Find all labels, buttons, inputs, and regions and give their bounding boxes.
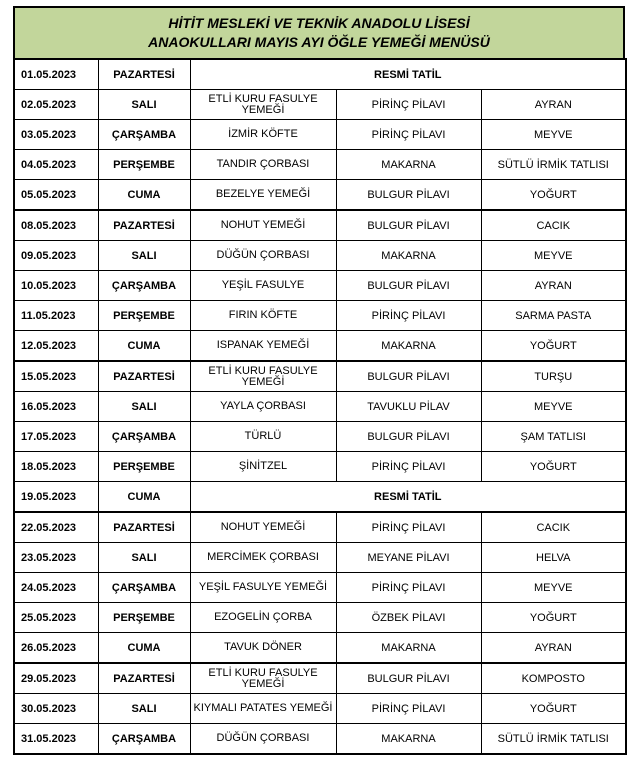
main-dish-cell: ŞİNİTZEL [190, 452, 336, 482]
menu-document [13, 6, 625, 755]
menu-table [13, 58, 627, 755]
table-row [14, 724, 626, 755]
side-dish-cell: BULGUR PİLAVI [336, 663, 481, 694]
day-cell: ÇARŞAMBA [98, 271, 190, 301]
table-row [14, 120, 626, 150]
side-dish-cell: BULGUR PİLAVI [336, 210, 481, 241]
day-cell: PAZARTESİ [98, 59, 190, 90]
main-dish-cell: BEZELYE YEMEĞİ [190, 180, 336, 211]
day-cell: SALI [98, 392, 190, 422]
dessert-drink-cell: SÜTLÜ İRMİK TATLISI [481, 150, 626, 180]
table-row [14, 663, 626, 694]
date-cell: 03.05.2023 [14, 120, 98, 150]
holiday-cell: RESMİ TATİL [190, 482, 626, 513]
side-dish-cell: PİRİNÇ PİLAVI [336, 512, 481, 543]
day-cell: CUMA [98, 331, 190, 362]
dessert-drink-cell: HELVA [481, 543, 626, 573]
side-dish-cell: ÖZBEK PİLAVI [336, 603, 481, 633]
day-cell: ÇARŞAMBA [98, 724, 190, 755]
table-row [14, 573, 626, 603]
date-cell: 22.05.2023 [14, 512, 98, 543]
date-cell: 18.05.2023 [14, 452, 98, 482]
main-dish-cell: TANDIR ÇORBASI [190, 150, 336, 180]
dessert-drink-cell: CACIK [481, 210, 626, 241]
dessert-drink-cell: YOĞURT [481, 603, 626, 633]
dessert-drink-cell: KOMPOSTO [481, 663, 626, 694]
main-dish-cell: ETLİ KURU FASULYE YEMEĞİ [190, 90, 336, 120]
day-cell: ÇARŞAMBA [98, 573, 190, 603]
table-row [14, 392, 626, 422]
date-cell: 25.05.2023 [14, 603, 98, 633]
main-dish-cell: YAYLA ÇORBASI [190, 392, 336, 422]
date-cell: 19.05.2023 [14, 482, 98, 513]
day-cell: SALI [98, 694, 190, 724]
date-cell: 10.05.2023 [14, 271, 98, 301]
dessert-drink-cell: AYRAN [481, 633, 626, 664]
main-dish-cell: FIRIN KÖFTE [190, 301, 336, 331]
date-cell: 08.05.2023 [14, 210, 98, 241]
table-row [14, 301, 626, 331]
side-dish-cell: PİRİNÇ PİLAVI [336, 301, 481, 331]
dessert-drink-cell: MEYVE [481, 120, 626, 150]
holiday-cell: RESMİ TATİL [190, 59, 626, 90]
main-dish-cell: ETLİ KURU FASULYE YEMEĞİ [190, 361, 336, 392]
day-cell: ÇARŞAMBA [98, 120, 190, 150]
side-dish-cell: PİRİNÇ PİLAVI [336, 90, 481, 120]
school-name: HİTİT MESLEKİ VE TEKNİK ANADOLU LİSESİ [168, 15, 470, 31]
table-row [14, 361, 626, 392]
table-row [14, 633, 626, 664]
day-cell: SALI [98, 543, 190, 573]
day-cell: PERŞEMBE [98, 603, 190, 633]
side-dish-cell: PİRİNÇ PİLAVI [336, 694, 481, 724]
date-cell: 30.05.2023 [14, 694, 98, 724]
dessert-drink-cell: SÜTLÜ İRMİK TATLISI [481, 724, 626, 755]
dessert-drink-cell: TURŞU [481, 361, 626, 392]
dessert-drink-cell: ŞAM TATLISI [481, 422, 626, 452]
table-row [14, 482, 626, 513]
main-dish-cell: MERCİMEK ÇORBASI [190, 543, 336, 573]
day-cell: PERŞEMBE [98, 452, 190, 482]
date-cell: 09.05.2023 [14, 241, 98, 271]
day-cell: CUMA [98, 482, 190, 513]
day-cell: SALI [98, 90, 190, 120]
dessert-drink-cell: CACIK [481, 512, 626, 543]
main-dish-cell: TAVUK DÖNER [190, 633, 336, 664]
side-dish-cell: PİRİNÇ PİLAVI [336, 120, 481, 150]
day-cell: PAZARTESİ [98, 210, 190, 241]
dessert-drink-cell: AYRAN [481, 271, 626, 301]
day-cell: SALI [98, 241, 190, 271]
main-dish-cell: EZOGELİN ÇORBA [190, 603, 336, 633]
date-cell: 24.05.2023 [14, 573, 98, 603]
table-row [14, 694, 626, 724]
date-cell: 01.05.2023 [14, 59, 98, 90]
day-cell: CUMA [98, 180, 190, 211]
main-dish-cell: ETLİ KURU FASULYE YEMEĞİ [190, 663, 336, 694]
dessert-drink-cell: MEYVE [481, 573, 626, 603]
side-dish-cell: MAKARNA [336, 633, 481, 664]
table-row [14, 512, 626, 543]
date-cell: 15.05.2023 [14, 361, 98, 392]
table-row [14, 603, 626, 633]
dessert-drink-cell: YOĞURT [481, 331, 626, 362]
day-cell: ÇARŞAMBA [98, 422, 190, 452]
date-cell: 31.05.2023 [14, 724, 98, 755]
main-dish-cell: NOHUT YEMEĞİ [190, 512, 336, 543]
side-dish-cell: TAVUKLU PİLAV [336, 392, 481, 422]
main-dish-cell: TÜRLÜ [190, 422, 336, 452]
dessert-drink-cell: YOĞURT [481, 452, 626, 482]
day-cell: PAZARTESİ [98, 512, 190, 543]
dessert-drink-cell: MEYVE [481, 392, 626, 422]
main-dish-cell: İZMİR KÖFTE [190, 120, 336, 150]
table-row [14, 210, 626, 241]
table-row [14, 543, 626, 573]
date-cell: 04.05.2023 [14, 150, 98, 180]
dessert-drink-cell: YOĞURT [481, 180, 626, 211]
menu-title: ANAOKULLARI MAYIS AYI ÖĞLE YEMEĞİ MENÜSÜ [148, 34, 490, 50]
side-dish-cell: PİRİNÇ PİLAVI [336, 573, 481, 603]
main-dish-cell: KIYMALI PATATES YEMEĞİ [190, 694, 336, 724]
date-cell: 17.05.2023 [14, 422, 98, 452]
main-dish-cell: NOHUT YEMEĞİ [190, 210, 336, 241]
dessert-drink-cell: AYRAN [481, 90, 626, 120]
side-dish-cell: MAKARNA [336, 724, 481, 755]
dessert-drink-cell: YOĞURT [481, 694, 626, 724]
date-cell: 29.05.2023 [14, 663, 98, 694]
main-dish-cell: YEŞİL FASULYE [190, 271, 336, 301]
date-cell: 12.05.2023 [14, 331, 98, 362]
main-dish-cell: YEŞİL FASULYE YEMEĞİ [190, 573, 336, 603]
date-cell: 11.05.2023 [14, 301, 98, 331]
table-row [14, 422, 626, 452]
table-row [14, 180, 626, 211]
title-banner [13, 6, 625, 58]
table-row [14, 59, 626, 90]
side-dish-cell: MEYANE PİLAVI [336, 543, 481, 573]
date-cell: 23.05.2023 [14, 543, 98, 573]
side-dish-cell: MAKARNA [336, 241, 481, 271]
side-dish-cell: BULGUR PİLAVI [336, 422, 481, 452]
table-row [14, 271, 626, 301]
side-dish-cell: PİRİNÇ PİLAVI [336, 452, 481, 482]
date-cell: 16.05.2023 [14, 392, 98, 422]
side-dish-cell: BULGUR PİLAVI [336, 361, 481, 392]
table-row [14, 331, 626, 362]
main-dish-cell: DÜĞÜN ÇORBASI [190, 241, 336, 271]
date-cell: 05.05.2023 [14, 180, 98, 211]
day-cell: CUMA [98, 633, 190, 664]
table-row [14, 90, 626, 120]
day-cell: PERŞEMBE [98, 301, 190, 331]
day-cell: PAZARTESİ [98, 663, 190, 694]
side-dish-cell: BULGUR PİLAVI [336, 180, 481, 211]
date-cell: 26.05.2023 [14, 633, 98, 664]
date-cell: 02.05.2023 [14, 90, 98, 120]
dessert-drink-cell: SARMA PASTA [481, 301, 626, 331]
table-row [14, 150, 626, 180]
day-cell: PERŞEMBE [98, 150, 190, 180]
side-dish-cell: BULGUR PİLAVI [336, 271, 481, 301]
side-dish-cell: MAKARNA [336, 150, 481, 180]
dessert-drink-cell: MEYVE [481, 241, 626, 271]
main-dish-cell: ISPANAK YEMEĞİ [190, 331, 336, 362]
main-dish-cell: DÜĞÜN ÇORBASI [190, 724, 336, 755]
day-cell: PAZARTESİ [98, 361, 190, 392]
table-row [14, 452, 626, 482]
side-dish-cell: MAKARNA [336, 331, 481, 362]
table-row [14, 241, 626, 271]
